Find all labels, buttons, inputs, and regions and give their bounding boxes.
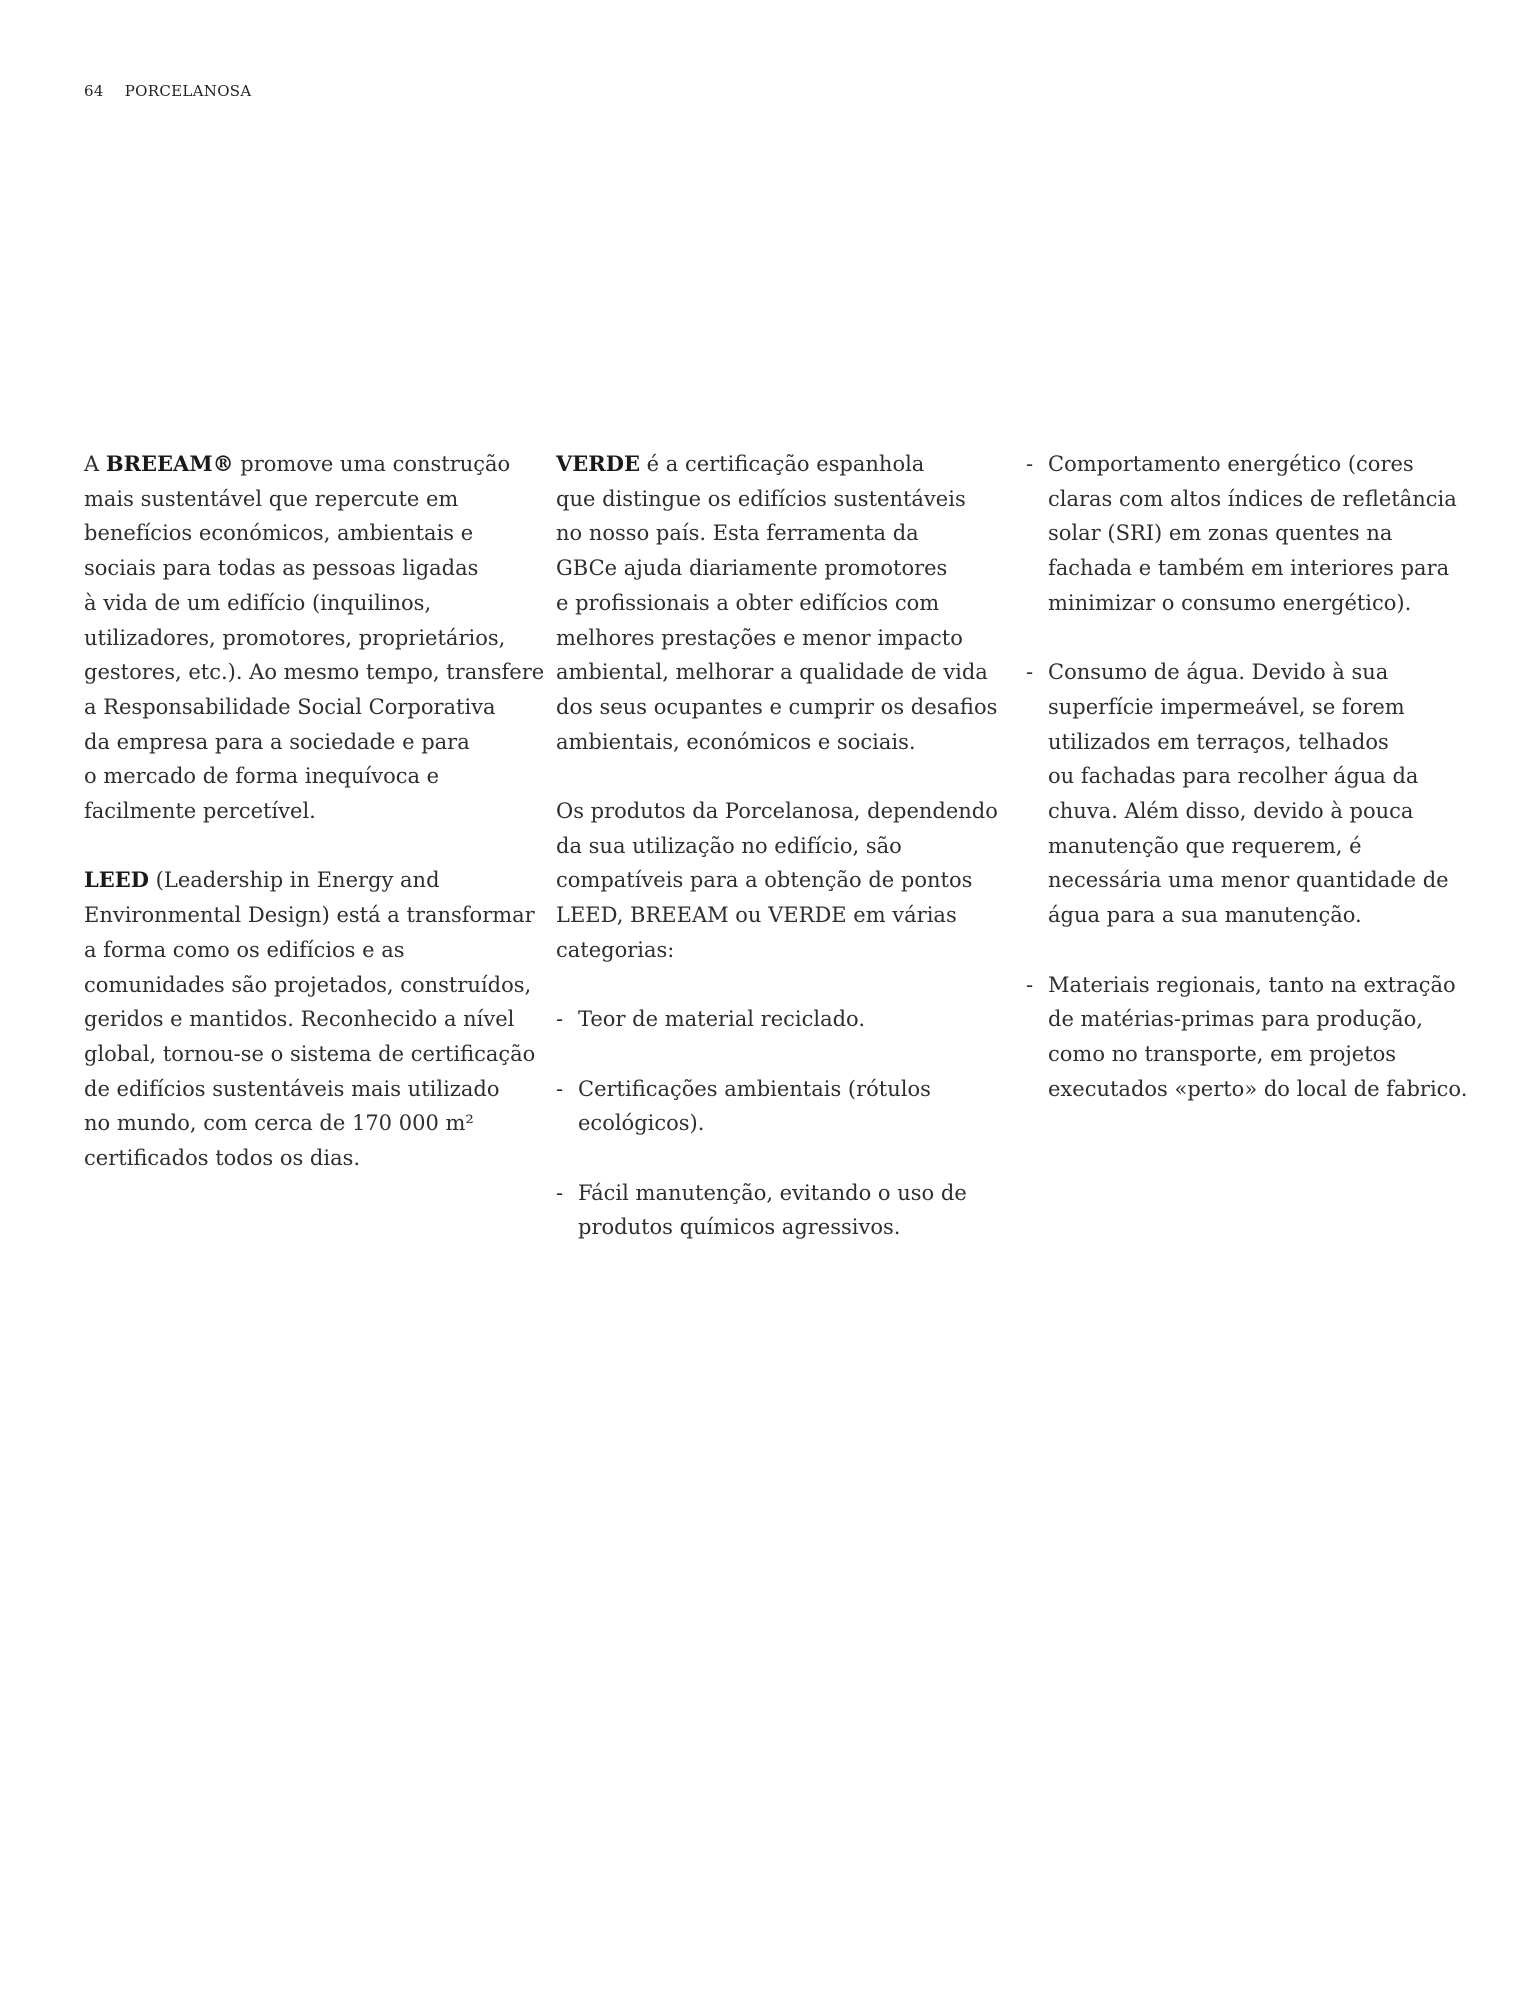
text-line: utilizadores, promotores, proprietários, bbox=[84, 625, 506, 650]
text-line: superfície impermeável, se forem bbox=[1048, 694, 1405, 719]
text-line: Certificações ambientais (rótulos bbox=[578, 1076, 931, 1101]
text-line: de edifícios sustentáveis mais utilizado bbox=[84, 1076, 500, 1101]
paragraph bbox=[556, 447, 998, 759]
text-line: Environmental Design) está a transformar bbox=[84, 903, 535, 928]
text-line: gestores, etc.). Ao mesmo tempo, transfere bbox=[84, 660, 545, 685]
bullet-item bbox=[556, 1072, 998, 1141]
text-line: no mundo, com cerca de 170 000 m² bbox=[84, 1111, 474, 1136]
text-line: fachada e também em interiores para bbox=[1048, 556, 1450, 581]
text-line: minimizar o consumo energético). bbox=[1048, 590, 1412, 615]
text-line: à vida de um edifício (inquilinos, bbox=[84, 590, 432, 615]
text-line: Fácil manutenção, evitando o uso de bbox=[578, 1180, 967, 1205]
page-number: 64 bbox=[84, 82, 104, 100]
text-line: necessária uma menor quantidade de bbox=[1048, 868, 1449, 893]
bullet-dash: - bbox=[1026, 660, 1034, 685]
text-line: da empresa para a sociedade e para bbox=[84, 729, 470, 754]
text-line: categorias: bbox=[556, 937, 675, 962]
text-line: compatíveis para a obtenção de pontos bbox=[556, 868, 973, 893]
text-line: melhores prestações e menor impacto bbox=[556, 625, 963, 650]
text-line: que distingue os edifícios sustentáveis bbox=[556, 486, 966, 511]
text-line: Teor de material reciclado. bbox=[578, 1007, 866, 1032]
text-line: certificados todos os dias. bbox=[84, 1146, 361, 1171]
text-line: como no transporte, em projetos bbox=[1048, 1041, 1397, 1066]
bold-term: BREEAM® bbox=[105, 451, 234, 476]
text-line: executados «perto» do local de fabrico. bbox=[1048, 1076, 1468, 1101]
text-line: facilmente percetível. bbox=[84, 799, 316, 824]
text-line: ou fachadas para recolher água da bbox=[1048, 764, 1419, 789]
text-line: LEED, BREEAM ou VERDE em várias bbox=[556, 903, 957, 928]
text-line: no nosso país. Esta ferramenta da bbox=[556, 521, 919, 546]
text-line: ecológicos). bbox=[578, 1111, 705, 1136]
paragraph bbox=[556, 794, 998, 968]
bullet-dash: - bbox=[1026, 452, 1034, 476]
text-segment: é a certificação espanhola bbox=[639, 452, 925, 476]
bold-term: LEED bbox=[84, 867, 149, 893]
text-line: dos seus ocupantes e cumprir os desafios bbox=[556, 694, 998, 719]
column-middle bbox=[556, 447, 998, 1280]
text-line: geridos e mantidos. Reconhecido a nível bbox=[84, 1007, 515, 1032]
text-line: Os produtos da Porcelanosa, dependendo bbox=[556, 799, 998, 824]
bold-term: VERDE bbox=[556, 451, 640, 476]
text-line: de matérias-primas para produção, bbox=[1048, 1007, 1423, 1032]
text-line: chuva. Além disso, devido à pouca bbox=[1048, 799, 1414, 824]
text-line: comunidades são projetados, construídos, bbox=[84, 972, 532, 997]
text-line: manutenção que requerem, é bbox=[1048, 833, 1362, 858]
bullet-dash: - bbox=[556, 1180, 564, 1205]
text-line: ambiental, melhorar a qualidade de vida bbox=[556, 660, 988, 685]
bullet-item bbox=[556, 1002, 998, 1037]
bullet-dash: - bbox=[1026, 972, 1034, 997]
text-line: a forma como os edifícios e as bbox=[84, 937, 405, 962]
text-segment: (Leadership in Energy and bbox=[149, 868, 440, 893]
text-line: mais sustentável que repercute em bbox=[84, 486, 459, 511]
text-line: Comportamento energético (cores bbox=[1048, 452, 1414, 476]
paragraph bbox=[84, 863, 544, 1175]
bullet-item bbox=[1026, 447, 1467, 621]
bullet-dash: - bbox=[556, 1007, 564, 1032]
text-line: utilizados em terraços, telhados bbox=[1048, 729, 1389, 754]
bullet-item bbox=[556, 1176, 998, 1245]
text-line: água para a sua manutenção. bbox=[1048, 903, 1362, 928]
text-line: sociais para todas as pessoas ligadas bbox=[84, 556, 479, 581]
text-prefix: A bbox=[84, 452, 106, 476]
text-line: produtos químicos agressivos. bbox=[578, 1215, 901, 1240]
text-line: GBCe ajuda diariamente promotores bbox=[556, 556, 948, 581]
text-line: ambientais, económicos e sociais. bbox=[556, 729, 916, 754]
column-right bbox=[1026, 447, 1467, 1141]
text-line: e profissionais a obter edifícios com bbox=[556, 590, 940, 615]
text-line: benefícios económicos, ambientais e bbox=[84, 521, 474, 546]
text-line: claras com altos índices de refletância bbox=[1048, 486, 1457, 511]
text-line bbox=[84, 447, 544, 482]
paragraph bbox=[84, 447, 544, 829]
bullet-item bbox=[1026, 655, 1467, 933]
text-line: global, tornou-se o sistema de certificação bbox=[84, 1041, 536, 1066]
text-line: Consumo de água. Devido à sua bbox=[1048, 660, 1389, 685]
text-line: solar (SRI) em zonas quentes na bbox=[1048, 521, 1393, 546]
bullet-item bbox=[1026, 968, 1467, 1107]
bullet-dash: - bbox=[556, 1076, 564, 1101]
text-line bbox=[84, 863, 544, 898]
text-line: o mercado de forma inequívoca e bbox=[84, 764, 440, 789]
text-line bbox=[556, 447, 998, 482]
text-line: da sua utilização no edifício, são bbox=[556, 833, 902, 858]
text-line: Materiais regionais, tanto na extração bbox=[1048, 972, 1456, 997]
column-left bbox=[84, 447, 544, 1210]
page-header bbox=[84, 82, 268, 100]
brand-name: PORCELANOSA bbox=[124, 82, 252, 100]
text-segment: promove uma construção bbox=[233, 452, 511, 476]
text-line: a Responsabilidade Social Corporativa bbox=[84, 694, 496, 719]
